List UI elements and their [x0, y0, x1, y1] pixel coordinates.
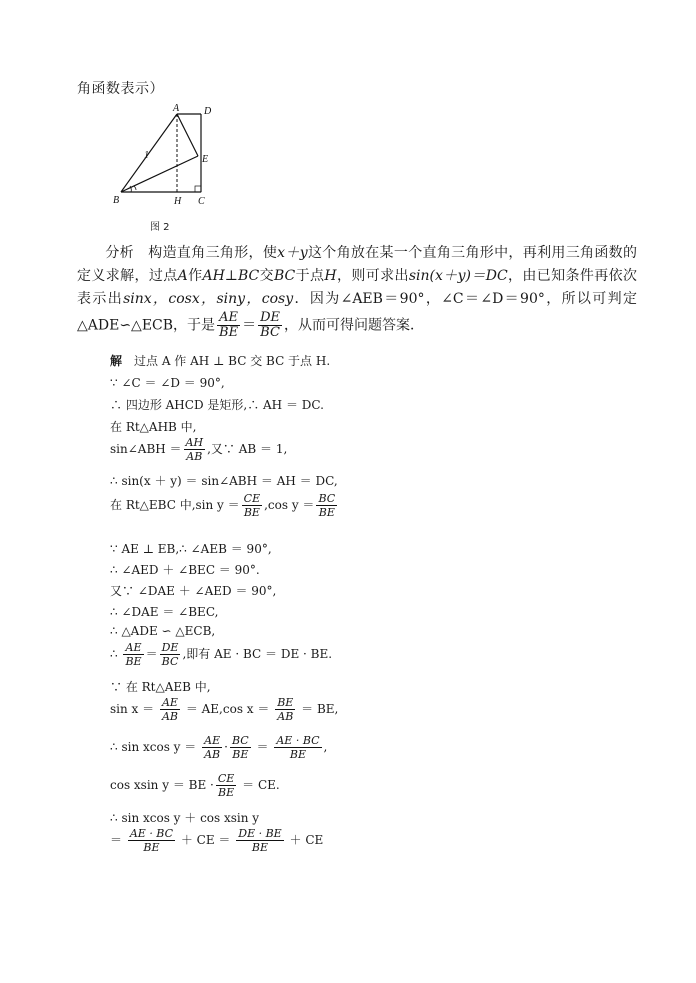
solution-line-9: ∴ ∠AED ＋ ∠BEC ＝ 90°. [110, 563, 260, 577]
segment-be [121, 156, 198, 192]
trig-list: sinx，cosx，siny，cosy [123, 291, 294, 307]
segment-ae [177, 114, 198, 156]
solution-line-7: 在 Rt△EBC 中,sin y ＝ $\frac{CE}{BE}$ ,cos y ＝ $\frac{BC}{BE}$ [110, 492, 336, 519]
analysis-text: 交 [259, 268, 274, 284]
analysis-text: 这个角放在某一个直角三角形中，再利用三角函数的定义求解，过点 [77, 245, 638, 284]
label-d: D [204, 106, 212, 117]
label-b: B [113, 195, 120, 206]
point-h: H [324, 268, 337, 284]
analysis-text: ，从而可得问题答案． [284, 317, 425, 334]
segment-name: BC [273, 268, 296, 284]
solution-line-1: 解 过点 A 作 AH ⊥ BC 交 BC 于点 H. [110, 354, 331, 368]
angle-sum: x＋y [277, 245, 308, 261]
segment-ab [121, 114, 177, 192]
fraction-ae-be: $\frac{AE}{BE}$ [219, 310, 239, 340]
analysis-text: 于点 [295, 268, 325, 284]
fraction-de-bc: $\frac{DE}{BC}$ [260, 310, 281, 340]
solution-line-6: ∴ sin(x ＋ y) ＝ sin∠ABH ＝ AH ＝ DC, [110, 474, 338, 488]
side-length-label: 1 [144, 150, 149, 161]
solution-line-4: 在 Rt△AHB 中, [110, 420, 197, 434]
solution-line-12: ∴ △ADE ∽ △ECB, [110, 624, 216, 638]
label-h: H [174, 196, 182, 207]
solution-line-15: sin x ＝ $\frac{AE}{AB}$ ＝ AE,cos x ＝ $\frac{BE}{AB}$ ＝ BE, [110, 696, 339, 723]
label-a: A [173, 103, 180, 114]
analysis-text: ．因为∠AEB＝90°，∠C＝∠D＝90°，所以可判定△ADE∽△ECB，于是 [77, 291, 638, 334]
analysis-text: 分析 构造直角三角形，使 [105, 245, 278, 261]
analysis-text: ，由已知条件再依次表示出 [77, 268, 638, 307]
perpendicular-expr: AH⊥BC [202, 268, 260, 284]
analysis-text: ，则可求出 [336, 268, 409, 284]
solution-line-13: ∴ $\frac{AE}{BE}$ ＝ $\frac{DE}{BC}$ ,即有 AE · BC ＝ DE · BE. [110, 641, 333, 668]
solution-line-14: ∵ 在 Rt△AEB 中, [110, 680, 211, 694]
solution-line-8: ∵ AE ⊥ EB,∴ ∠AEB ＝ 90°, [110, 542, 272, 556]
solution-line-16: ∴ sin xcos y ＝ $\frac{AE}{AB}$ · $\frac{BC}{BE}$ ＝ $\frac{AE \cdot BC}{BE}$ , [110, 734, 328, 761]
angle-y-arc [134, 186, 136, 190]
solution-line-5: sin∠ABH ＝ $\frac{AH}{AB}$ ,又∵ AB ＝ 1, [110, 436, 288, 463]
solution-line-17: cos xsin y ＝ BE · $\frac{CE}{BE}$ ＝ CE. [110, 772, 280, 799]
label-c: C [198, 196, 205, 207]
solution-line-19: ＝ $\frac{AE \cdot BC}{BE}$ ＋ CE ＝ $\frac{DE \cdot BE}{BE}$ ＋ CE [110, 827, 324, 854]
analysis-paragraph: 分析 构造直角三角形，使x＋y这个角放在某一个直角三角形中，再利用三角函数的定义求解，过点A作AH⊥BC交BC于点H，则可求出sin(x＋y)＝DC，由已知条件再依次表示出sinx，cosx，siny，cosy．因为∠AEB＝90°，∠C＝∠D＝90°，所以可判定△ADE∽△ECB，于是 $\frac{AE}{BE}$ ＝ $\frac{DE}{BC}$ ，从而可得问题答案． [77, 245, 638, 340]
right-angle-mark-c [195, 186, 201, 192]
sine-equation: sin(x＋y)＝DC [408, 268, 508, 284]
geometry-figure [110, 102, 220, 218]
solution-line-11: ∴ ∠DAE ＝ ∠BEC, [110, 605, 219, 619]
label-e: E [202, 154, 209, 165]
figure-caption: 图 2 [150, 222, 170, 233]
solution-line-18: ∴ sin xcos y ＋ cos xsin y [110, 811, 260, 825]
solution-line-10: 又∵ ∠DAE ＋ ∠AED ＝ 90°, [110, 584, 277, 598]
solution-line-2: ∵ ∠C ＝ ∠D ＝ 90°, [110, 376, 225, 390]
analysis-text: 作 [187, 268, 203, 284]
continued-text: 角函数表示） [77, 81, 164, 97]
solution-line-3: ∴ 四边形 AHCD 是矩形,∴ AH ＝ DC. [110, 398, 324, 412]
point-a: A [177, 268, 188, 284]
